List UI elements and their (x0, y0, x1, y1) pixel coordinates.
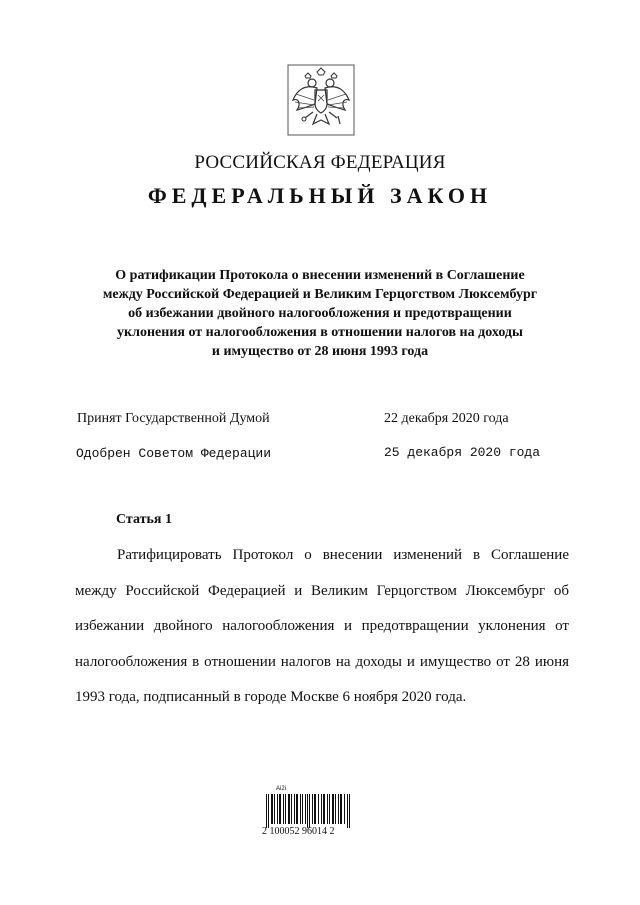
barcode-mark: Ai2i (276, 786, 287, 792)
document-type-heading: ФЕДЕРАЛЬНЫЙ ЗАКОН (147, 183, 493, 208)
article-paragraph (75, 538, 569, 716)
article-heading: Статья 1 (116, 512, 172, 527)
law-title-line: уклонения от налогообложения в отношении налогов на доходы (117, 325, 523, 340)
council-approval-label: Одобрен Советом Федерации (76, 446, 272, 461)
council-approval-date: 25 декабря 2020 года (384, 445, 541, 460)
law-title-line: и имущество от 28 июня 1993 года (211, 344, 429, 359)
barcode-number: 2 100052 96014 2 (262, 826, 335, 837)
country-heading: РОССИЙСКАЯ ФЕДЕРАЦИЯ (194, 152, 446, 173)
law-title-line: об избежании двойного налогообложения и предотвращении (128, 306, 512, 321)
law-title-line: между Российской Федерацией и Великим Герцогством Люксембург (102, 287, 538, 302)
law-title-line: О ратификации Протокола о внесении изменений в Соглашение (115, 268, 525, 283)
law-title (60, 266, 580, 361)
duma-adoption-label: Принят Государственной Думой (77, 411, 270, 426)
paragraph-line: Ратифицировать Протокол о внесении изменений в Соглашение (117, 547, 569, 563)
duma-adoption-date: 22 декабря 2020 года (384, 411, 509, 426)
paragraph-line: налогообложения в отношении налогов на доходы и имущество от 28 июня (75, 653, 569, 670)
barcode-icon (266, 794, 350, 828)
coat-of-arms-icon (287, 64, 355, 136)
paragraph-line: 1993 года, подписанный в городе Москве 6 ноября 2020 года. (75, 689, 467, 705)
paragraph-line: между Российской Федерацией и Великим Герцогством Люксембург об (75, 582, 569, 599)
paragraph-line: избежании двойного налогообложения и предотвращении уклонения от (75, 618, 569, 634)
